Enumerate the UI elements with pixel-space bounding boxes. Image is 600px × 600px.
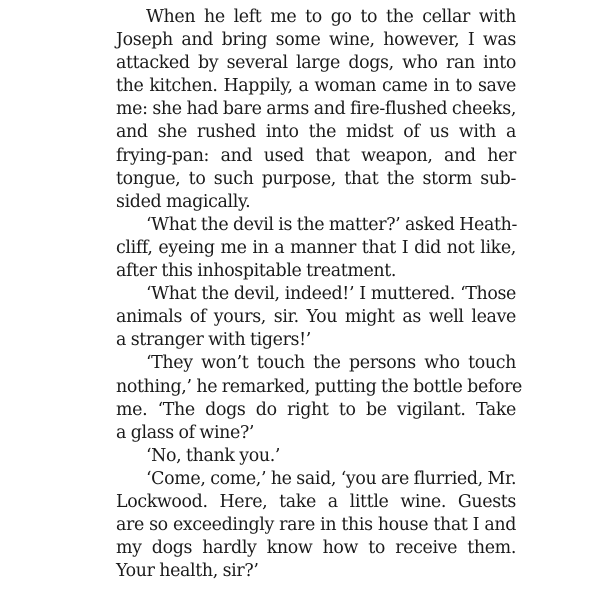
text-line: are so exceedingly rare in this house that I and [116,515,516,536]
text-line: Lockwood. Here, take a little wine. Guests [116,491,516,512]
text-line: ‘What the devil is the matter?’ asked Heath- [146,214,518,235]
text-line: ‘Come, come,’ he said, ‘you are flurried, Mr. [146,468,517,489]
text-line: animals of yours, sir. You might as well leave [116,307,516,328]
text-line: a glass of wine?’ [116,422,255,443]
text-line: Your health, sir?’ [116,561,259,582]
text-line: and she rushed into the midst of us with a [116,122,516,143]
paragraph-tigers [88,283,516,352]
text-line: me: she had bare arms and fire-flushed cheeks, [116,99,516,120]
text-line: a stranger with tigers!’ [116,330,311,351]
text-line: attacked by several large dogs, who ran into [116,53,516,74]
text-line: When he left me to go to the cellar with [146,7,516,27]
paragraph-cellar-dogs [88,6,516,214]
text-line: ‘They won’t touch the persons who touch [146,353,516,374]
text-line: sided magically. [116,191,251,212]
text-line: my dogs hardly know how to receive them. [116,538,516,559]
book-page [88,6,522,583]
text-line: after this inhospitable treatment. [116,261,397,282]
text-line: frying-pan: and used that weapon, and her [116,145,516,166]
text-line: the kitchen. Happily, a woman came in to save [116,76,516,97]
text-line: ‘No, thank you.’ [146,445,281,466]
text-line: cliff, eyeing me in a manner that I did not like, [116,237,516,258]
paragraph-heathcliff-question [88,214,516,283]
text-line: Joseph and bring some wine, however, I was [116,30,516,51]
text-line: ‘What the devil, indeed!’ I muttered. ‘Those [146,284,516,305]
paragraph-no-thank-you [88,445,516,468]
paragraph-your-health [88,468,516,583]
text-line: nothing,’ he remarked, putting the bottle before [116,376,522,397]
paragraph-vigilant [88,352,522,444]
text-line: me. ‘The dogs do right to be vigilant. Take [116,399,516,420]
text-line: tongue, to such purpose, that the storm sub- [116,168,516,189]
